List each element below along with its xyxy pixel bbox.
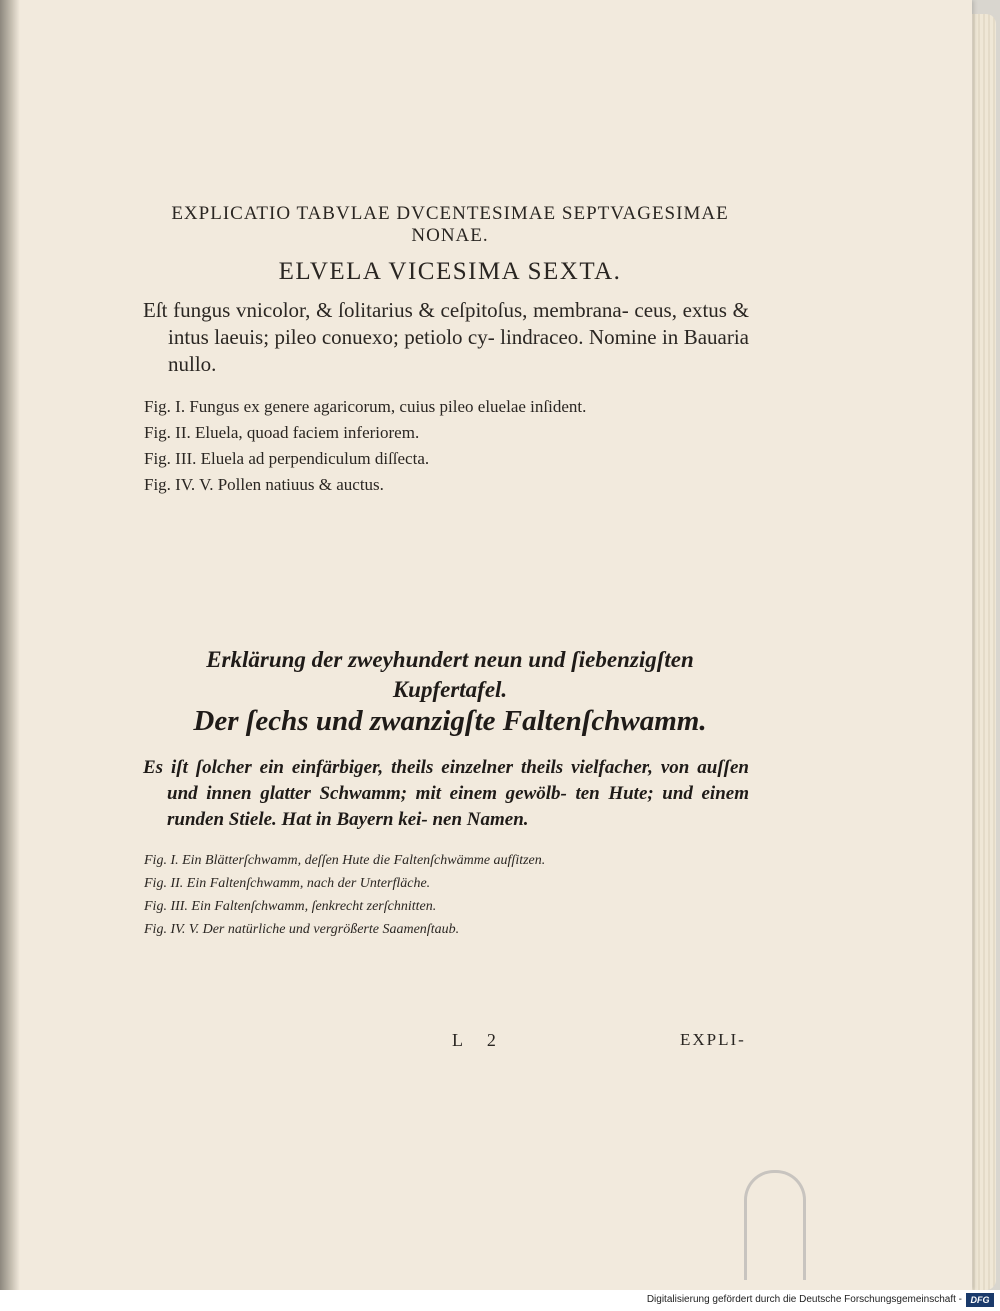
latin-heading-line2: NONAE. [411,225,489,246]
german-heading [140,645,760,705]
latin-figure-item: Fig. II. Eluela, quoad faciem inferiorem. [144,423,420,442]
latin-heading-line1: EXPLICATIO TABVLAE DVCENTESIMAE SEPTVAGESIMAE [171,203,729,224]
german-description-first: Es iſt ſolcher ein einfärbiger, theils einzelner theils vielfacher, [143,757,653,778]
latin-heading [140,203,760,247]
printer-signature: L 2 [452,1030,506,1050]
german-heading-line1: Erklärung der zweyhundert neun und ſiebenzigſten [206,647,694,672]
digitization-credit: Digitalisierung gefördert durch die Deutsche Forschungsgemeinschaft - [646,1294,962,1305]
latin-description-rest: ceus, extus & intus laeuis; pileo conuexo; petiolo cy- lindraceo. Nomine in Bauaria nullo. [168,298,749,376]
latin-title: ELVELA VICESIMA SEXTA. [278,258,622,285]
digitization-footer [0,1290,1000,1311]
latin-description [143,297,749,378]
german-description [143,755,749,833]
german-description-rest: von auſſen und innen glatter Schwamm; mit einem gewölb- ten Hute; und einem runden Stiele. Hat in Bayern kei- nen Namen. [167,757,749,830]
latin-figure-item: Fig. III. Eluela ad perpendiculum diſſecta. [144,449,430,468]
german-figure-list [144,849,764,941]
latin-description-first: Eſt fungus vnicolor, & ſolitarius & ceſpitoſus, membrana- [143,298,629,322]
german-title: Der ſechs und zwanzigſte Faltenſchwamm. [193,705,707,737]
latin-figure-list [144,394,764,498]
binding-gutter [0,0,20,1290]
german-heading-line2: Kupfertafel. [392,677,508,702]
german-figure-item: Fig. IV. V. Der natürliche und vergrößerte Saamenſtaub. [144,922,460,937]
latin-figure-item: Fig. IV. V. Pollen natiuus & auctus. [144,475,384,494]
catchword: EXPLI- [680,1030,746,1049]
german-figure-item: Fig. III. Ein Faltenſchwamm, ſenkrecht zerſchnitten. [144,899,437,914]
latin-figure-item: Fig. I. Fungus ex genere agaricorum, cuius pileo eluelae inſident. [144,397,587,416]
page-clip [744,1170,806,1280]
german-figure-item: Fig. II. Ein Faltenſchwamm, nach der Unterfläche. [144,876,431,891]
dfg-logo-icon: DFG [966,1293,994,1307]
german-figure-item: Fig. I. Ein Blätterſchwamm, deſſen Hute die Faltenſchwämme aufſitzen. [144,853,546,868]
